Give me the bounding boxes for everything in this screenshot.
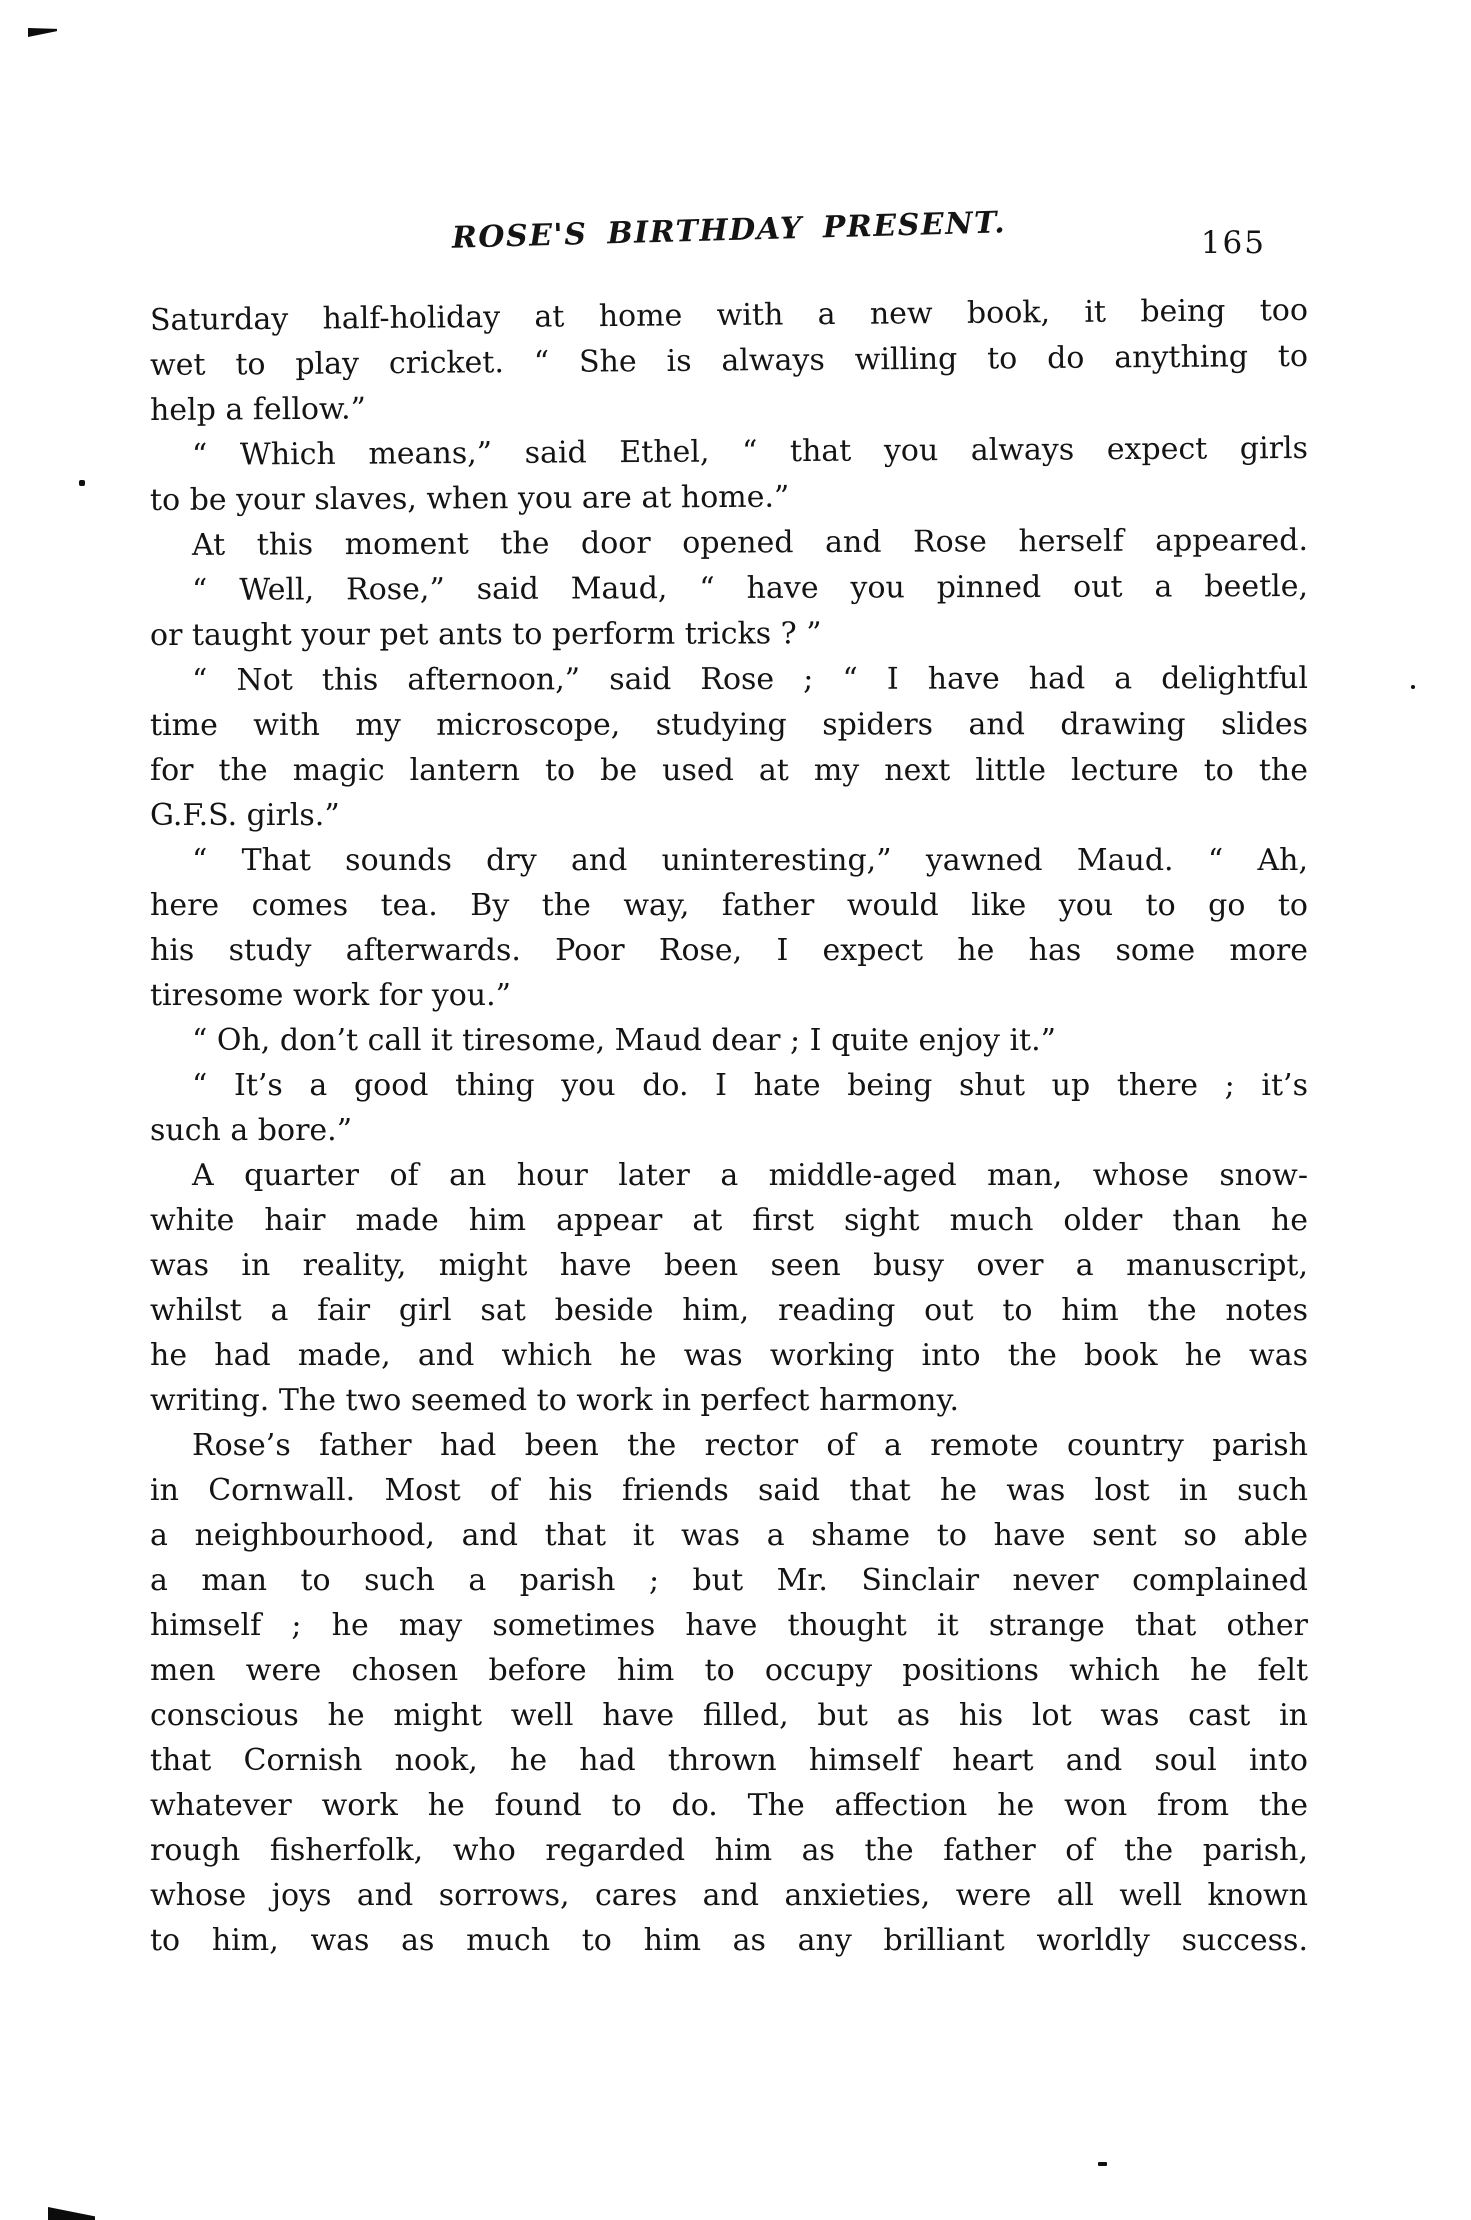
text-line: conscious he might well have filled, but as his lot was cast in	[150, 1698, 1308, 1733]
body-text	[149, 292, 1309, 1963]
text-line: a neighbourhood, and that it was a shame to have sent so able	[150, 1518, 1308, 1553]
page-number: 165	[1200, 225, 1266, 261]
text-line: that Cornish nook, he had thrown himself heart and soul into	[150, 1743, 1308, 1778]
text-line: to be your slaves, when you are at home.”	[149, 479, 790, 518]
text-line: A quarter of an hour later a middle-aged man, whose snow-	[192, 1158, 1308, 1193]
running-header	[150, 205, 1308, 265]
text-line: he had made, and which he was working into the book he was	[150, 1338, 1308, 1373]
text-line: rough fisherfolk, who regarded him as the father of the parish,	[150, 1833, 1308, 1868]
text-line: men were chosen before him to occupy positions which he felt	[150, 1653, 1308, 1688]
text-line: writing. The two seemed to work in perfect harmony.	[150, 1383, 959, 1418]
text-line: help a fellow.”	[149, 391, 367, 428]
scan-smudge-top-left	[28, 28, 57, 37]
text-line: a man to such a parish ; but Mr. Sinclair never complained	[150, 1563, 1308, 1598]
text-line: whose joys and sorrows, cares and anxieties, were all well known	[150, 1878, 1308, 1913]
text-line: or taught your pet ants to perform tricks ? ”	[149, 616, 822, 653]
text-line: such a bore.”	[150, 1113, 353, 1148]
text-line: in Cornwall. Most of his friends said that he was lost in such	[150, 1473, 1308, 1508]
text-line: Saturday half-holiday at home with a new book, it being too	[149, 292, 1309, 338]
text-line: tiresome work for you.”	[150, 978, 511, 1013]
text-line: “ Not this afternoon,” said Rose ; “ I have had a delightful	[191, 660, 1309, 698]
text-line: was in reality, might have been seen busy over a manuscript,	[150, 1248, 1308, 1283]
text-line: G.F.S. girls.”	[150, 798, 340, 833]
text-line: to him, was as much to him as any brilliant worldly success.	[150, 1923, 1308, 1958]
text-line: white hair made him appear at first sight much older than he	[150, 1203, 1308, 1238]
text-line: for the magic lantern to be used at my next little lecture to the	[150, 753, 1308, 788]
text-line: himself ; he may sometimes have thought it strange that other	[150, 1608, 1308, 1643]
text-line: whilst a fair girl sat beside him, reading out to him the notes	[150, 1293, 1308, 1328]
chapter-title: ROSE'S BIRTHDAY PRESENT.	[451, 205, 1007, 256]
scan-speck	[1098, 2162, 1107, 2166]
scan-speck	[79, 480, 85, 486]
text-line: “ Which means,” said Ethel, “ that you always expect girls	[191, 430, 1309, 473]
text-line: “ Well, Rose,” said Maud, “ have you pinned out a beetle,	[191, 568, 1309, 608]
text-line: At this moment the door opened and Rose herself appeared.	[191, 522, 1309, 563]
text-line: whatever work he found to do. The affection he won from the	[150, 1788, 1308, 1823]
text-line: here comes tea. By the way, father would like you to go to	[150, 888, 1308, 923]
scan-speck	[1411, 685, 1415, 689]
text-line: Rose’s father had been the rector of a remote country parish	[192, 1428, 1308, 1463]
text-line: wet to play cricket. “ She is always willing to do anything to	[149, 338, 1309, 383]
text-line: his study afterwards. Poor Rose, I expect he has some more	[150, 933, 1308, 968]
text-line: “ It’s a good thing you do. I hate being shut up there ; it’s	[192, 1068, 1308, 1103]
text-line: “ That sounds dry and uninteresting,” yawned Maud. “ Ah,	[192, 843, 1308, 878]
scan-smudge-bottom-left	[48, 2207, 95, 2220]
text-line: time with my microscope, studying spiders and drawing slides	[149, 706, 1309, 743]
text-line: “ Oh, don’t call it tiresome, Maud dear ; I quite enjoy it.”	[192, 1023, 1056, 1058]
